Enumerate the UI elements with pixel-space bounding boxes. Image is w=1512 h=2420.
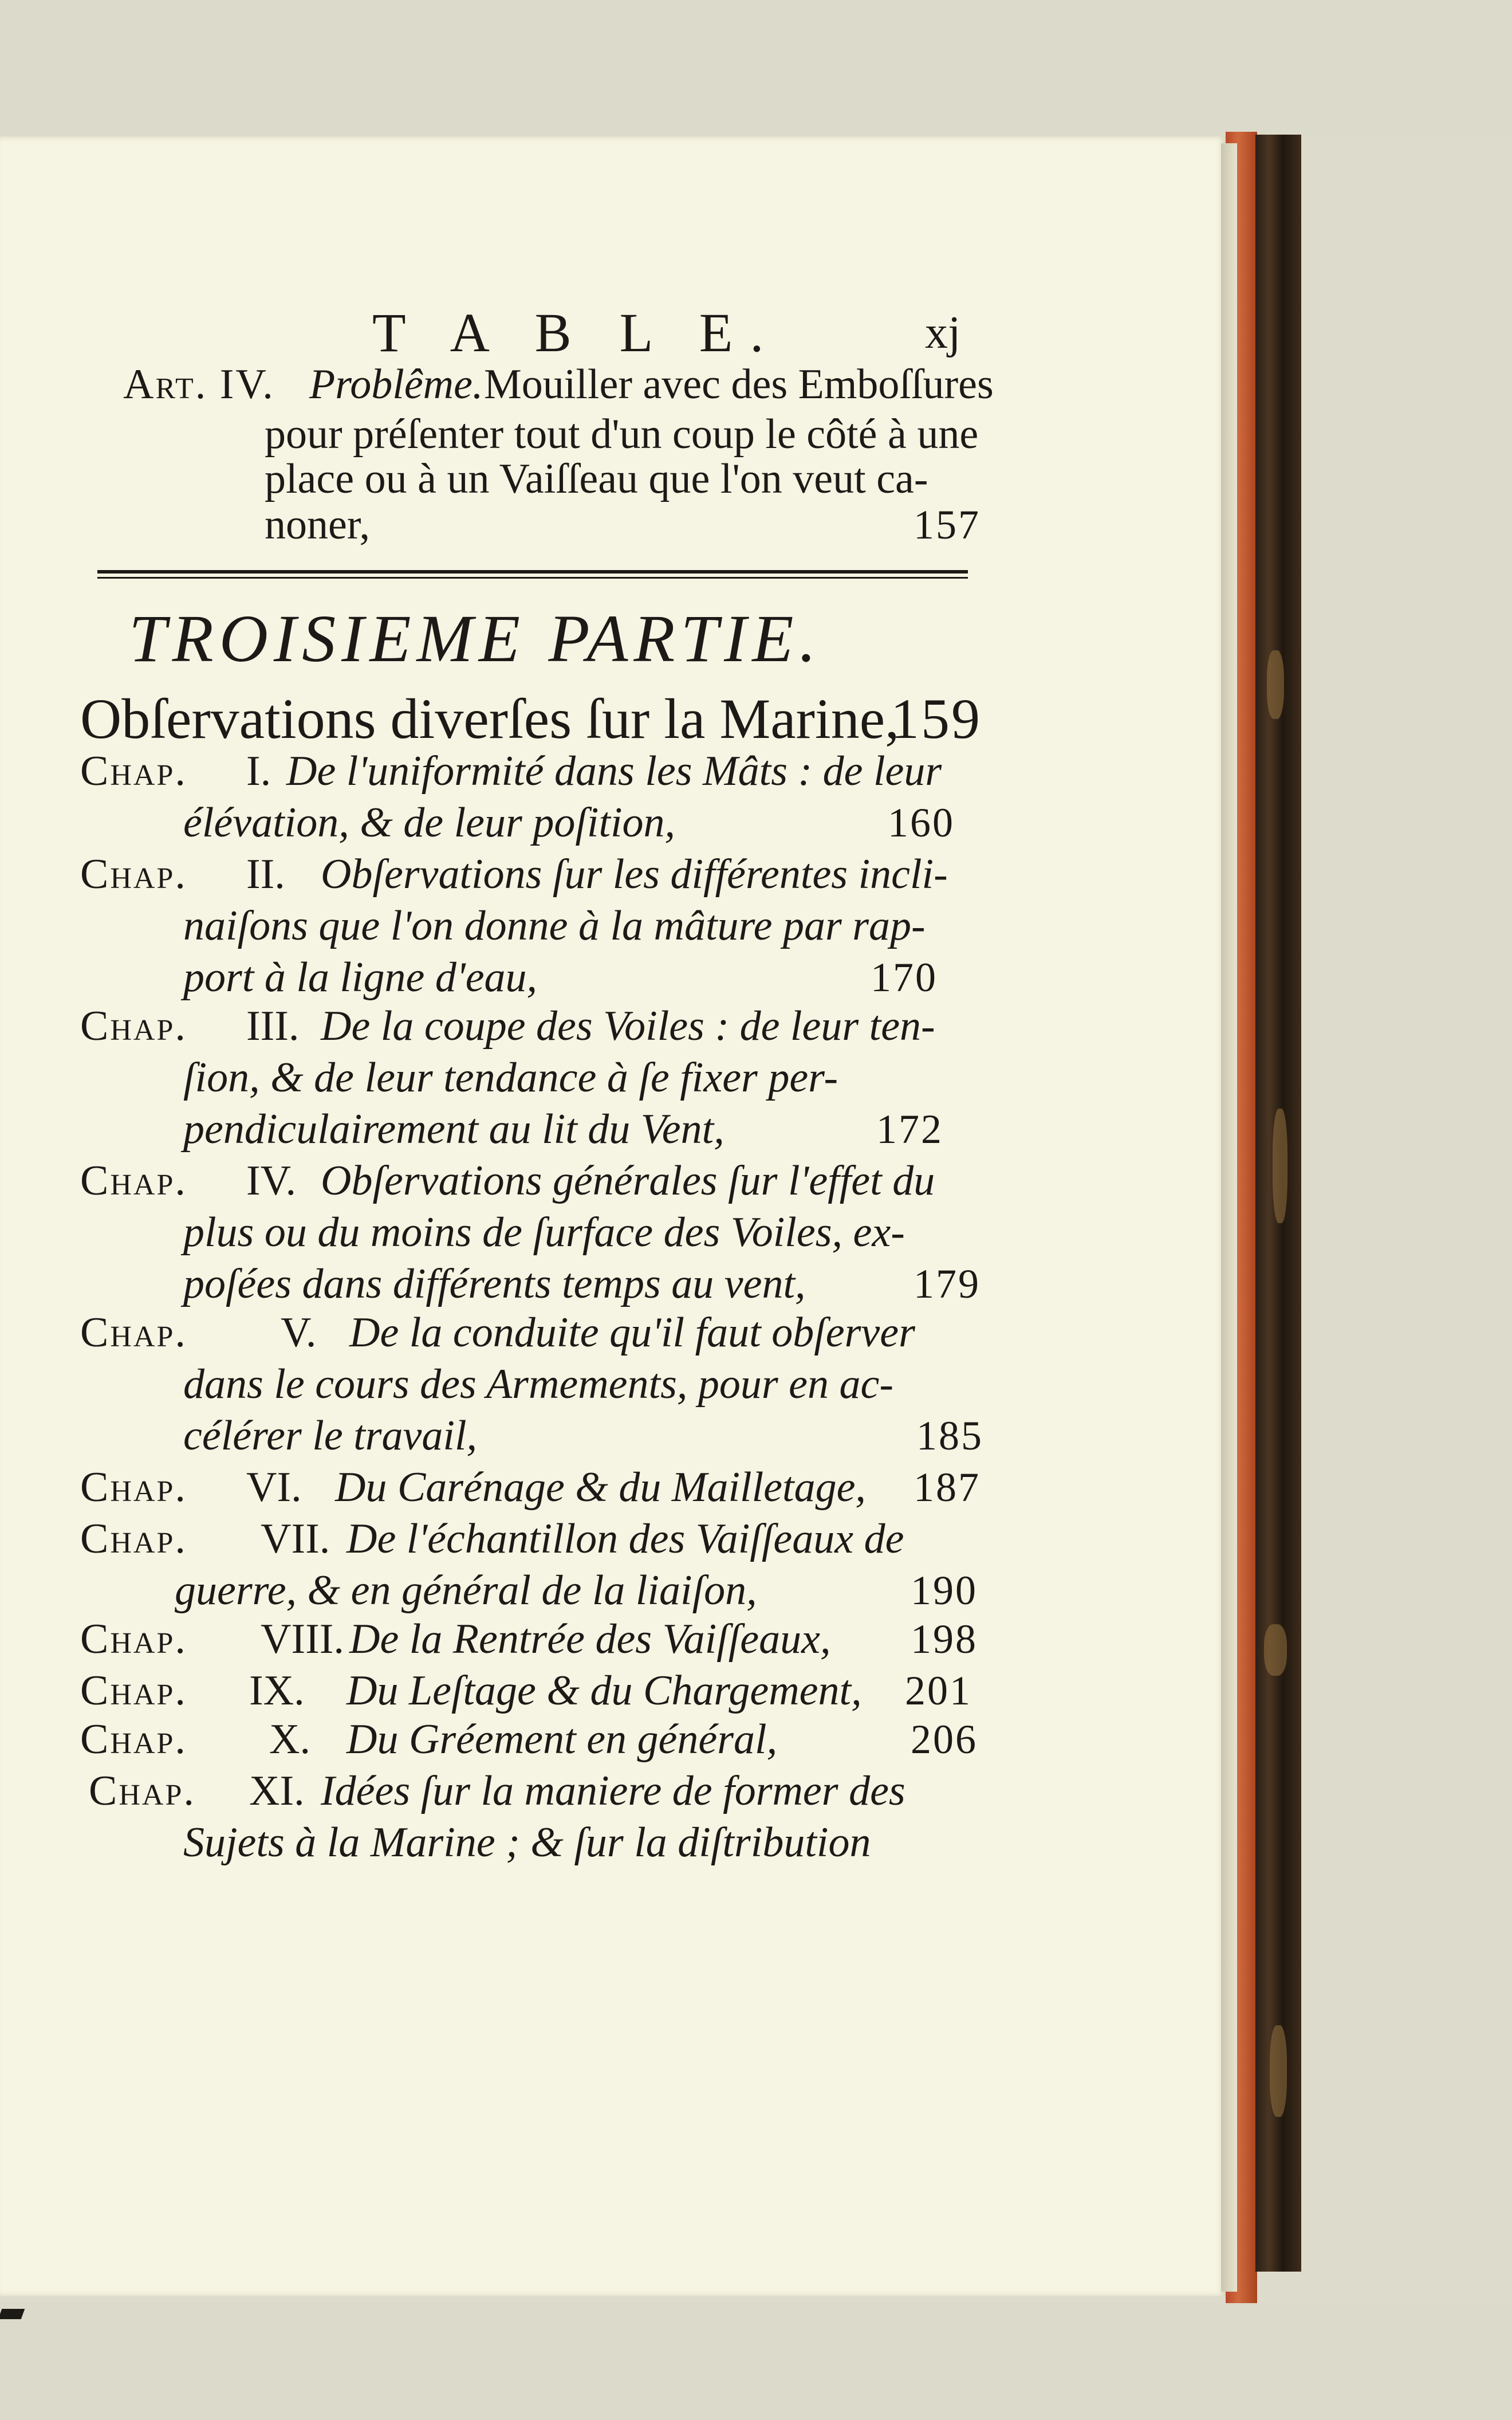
chapter-title-line: poſées dans différents temps au vent,	[183, 1260, 806, 1307]
page-number: 179	[914, 1261, 981, 1307]
cover-wear-mark	[1264, 1624, 1287, 1676]
page-number: 185	[916, 1413, 983, 1459]
chapter-numeral: V.	[281, 1309, 317, 1356]
chapter-numeral: IX.	[249, 1667, 305, 1714]
page-number: 187	[914, 1464, 981, 1510]
chapter-title-line: ſion, & de leur tendance à ſe fixer per-	[183, 1054, 838, 1101]
chapter-numeral: VII.	[261, 1515, 330, 1562]
chapter-label: Chap.	[80, 1003, 187, 1050]
chapter-title-line: De l'uniformité dans les Mâts : de leur	[286, 748, 942, 795]
page-number: 172	[876, 1106, 943, 1152]
toc-entry-chapter-line	[0, 1358, 1226, 1411]
background-top	[0, 0, 1512, 138]
separator-rule	[97, 570, 968, 573]
toc-entry-chapter-i	[0, 745, 1226, 798]
chapter-numeral: X.	[269, 1716, 310, 1763]
chapter-title-line: Obſervations ſur les différentes incli-	[321, 851, 948, 898]
toc-entry-chapter-line	[0, 1103, 1226, 1156]
toc-entry-chapter-line	[0, 1409, 1226, 1462]
chapter-label: Chap.	[89, 1767, 196, 1814]
chapter-title-line: De la Rentrée des Vaiſſeaux,	[349, 1616, 831, 1663]
cover-wear-mark	[1270, 2025, 1287, 2117]
part-title: TROISIEME PARTIE.	[129, 601, 822, 676]
chapter-numeral: IV.	[246, 1157, 297, 1204]
chapter-title-line: De la conduite qu'il faut obſerver	[349, 1309, 915, 1356]
separator-rule-thin	[97, 577, 968, 579]
page-number: 170	[871, 954, 938, 1000]
toc-entry-chapter-line	[0, 796, 1226, 849]
toc-entry-chapter-line	[0, 1051, 1226, 1104]
chapter-label: Chap.	[80, 1667, 187, 1714]
chapter-numeral: I.	[246, 748, 271, 795]
entry-title-line: noner,	[265, 501, 371, 548]
chapter-label: Chap.	[80, 1157, 187, 1204]
running-title: T A B L E.	[372, 302, 781, 363]
chapter-title-line: naiſons que l'on donne à la mâture par rap-	[183, 902, 926, 949]
toc-entry-art-iv-line	[0, 453, 1226, 505]
chapter-numeral: XI.	[249, 1767, 305, 1814]
page-number: 159	[891, 687, 982, 751]
toc-entry-chapter-line	[0, 1564, 1226, 1617]
chapter-title-line: De l'échantillon des Vaiſſeaux de	[346, 1515, 904, 1562]
chapter-title-line: De la coupe des Voiles : de leur ten-	[321, 1003, 935, 1050]
chapter-title-line: port à la ligne d'eau,	[183, 954, 538, 1001]
toc-entry-chapter-iii	[0, 1000, 1226, 1052]
chapter-label: Chap.	[80, 1309, 187, 1356]
part-heading	[0, 599, 1226, 679]
toc-entry-chapter-xi	[0, 1765, 1226, 1817]
background-bottom	[0, 2303, 1512, 2420]
chapter-title-line: élévation, & de leur poſition,	[183, 799, 676, 846]
corner-mark	[0, 2309, 25, 2319]
page-number: 160	[888, 800, 955, 846]
toc-entry-chapter-ii	[0, 848, 1226, 901]
chapter-title-line: Du Carénage & du Mailletage,	[335, 1464, 866, 1511]
book-cover-edge	[1255, 135, 1301, 2272]
entry-title-line: place ou à un Vaiſſeau que l'on veut ca-	[265, 455, 928, 502]
chapter-label: Chap.	[80, 1515, 187, 1562]
chapter-numeral: VIII.	[261, 1616, 344, 1663]
part-subtitle: Obſervations diverſes ſur la Marine,	[80, 687, 900, 751]
chapter-numeral: II.	[246, 851, 285, 898]
toc-entry-art-iv-line	[0, 498, 1226, 551]
toc-entry-chapter-line	[0, 1258, 1226, 1310]
chapter-numeral: III.	[246, 1003, 300, 1050]
entry-problem-label: Problême.	[309, 361, 483, 408]
toc-entry-chapter-x	[0, 1713, 1226, 1766]
chapter-title-line: célérer le travail,	[183, 1412, 478, 1459]
chapter-label: Chap.	[80, 851, 187, 898]
toc-entry-chapter-line	[0, 899, 1226, 952]
chapter-label: Chap.	[80, 1716, 187, 1763]
toc-entry-chapter-v	[0, 1306, 1226, 1359]
toc-entry-chapter-iv	[0, 1154, 1226, 1207]
entry-title-line: Mouiller avec des Emboſſures	[484, 361, 994, 408]
cover-wear-mark	[1273, 1109, 1287, 1223]
cover-wear-mark	[1267, 650, 1284, 719]
chapter-title-line: dans le cours des Armements, pour en ac-	[183, 1361, 894, 1408]
page-number: 198	[911, 1616, 978, 1662]
chapter-label: Chap.	[80, 1616, 187, 1663]
entry-title-line: pour préſenter tout d'un coup le côté à une	[265, 411, 979, 458]
page-number: 201	[905, 1668, 972, 1714]
toc-entry-chapter-ix	[0, 1664, 1226, 1717]
toc-entry-chapter-vii	[0, 1512, 1226, 1565]
chapter-title-line: Obſervations générales ſur l'effet du	[321, 1157, 935, 1204]
page-number: 206	[911, 1716, 978, 1762]
page-number: 190	[911, 1568, 978, 1613]
toc-entry-art-iv	[0, 358, 1226, 411]
chapter-title-line: plus ou du moins de ſurface des Voiles, ex-	[183, 1209, 905, 1256]
folio-number: xj	[925, 308, 961, 358]
toc-entry-chapter-vi	[0, 1461, 1226, 1514]
chapter-title-line: Idées ſur la maniere de former des	[321, 1767, 905, 1814]
page-number: 157	[914, 502, 981, 548]
part-subtitle-line	[0, 685, 1226, 753]
chapter-title-line: pendiculairement au lit du Vent,	[183, 1106, 724, 1153]
entry-label: Art. IV.	[123, 361, 275, 408]
toc-entry-chapter-viii	[0, 1613, 1226, 1665]
chapter-label: Chap.	[80, 1464, 187, 1511]
chapter-title-line: Du Gréement en général,	[346, 1716, 778, 1763]
chapter-title-line: guerre, & en général de la liaiſon,	[175, 1567, 757, 1614]
toc-entry-chapter-line	[0, 951, 1226, 1004]
toc-entry-chapter-line	[0, 1206, 1226, 1259]
chapter-title-line: Sujets à la Marine ; & ſur la diſtribution	[183, 1819, 871, 1866]
chapter-title-line: Du Leſtage & du Chargement,	[346, 1667, 862, 1714]
toc-entry-chapter-line	[0, 1816, 1226, 1869]
chapter-numeral: VI.	[246, 1464, 302, 1511]
chapter-label: Chap.	[80, 748, 187, 795]
